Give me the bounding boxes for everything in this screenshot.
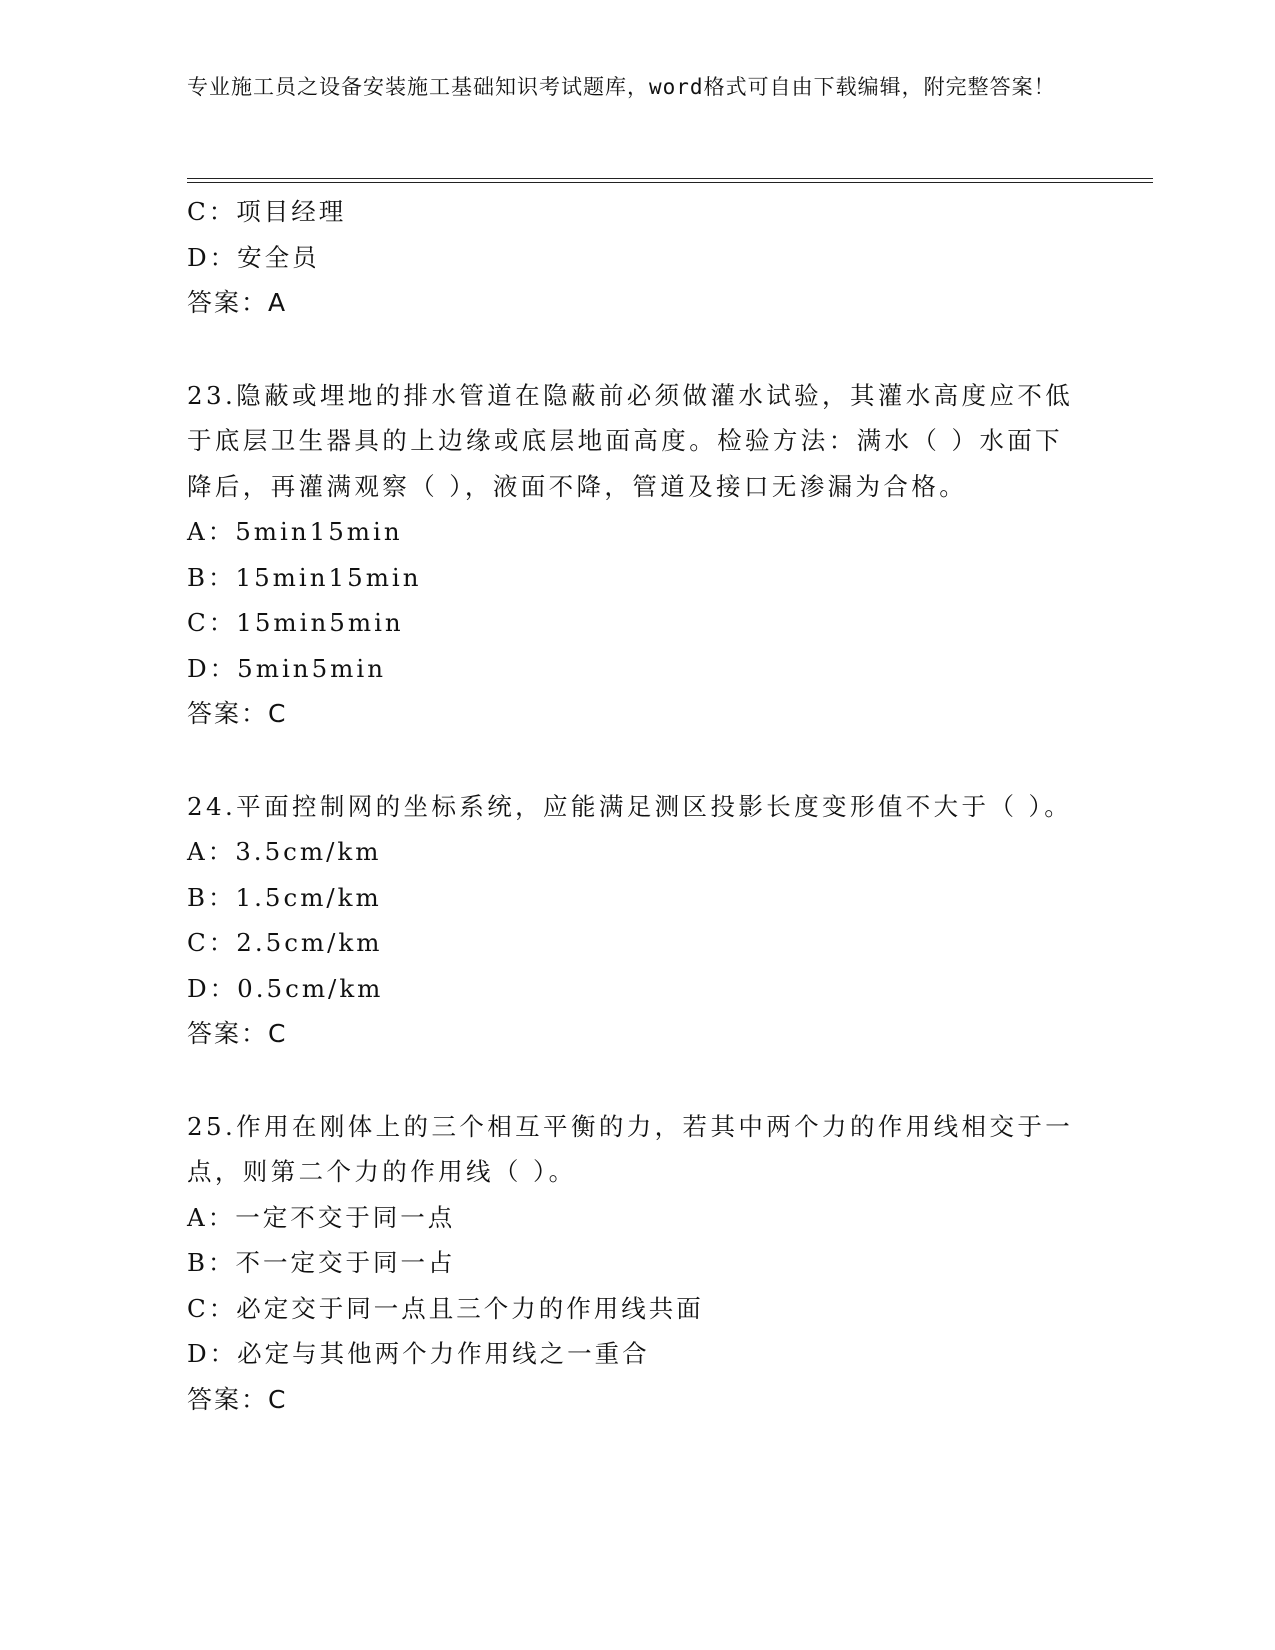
option-c: C：必定交于同一点且三个力的作用线共面 xyxy=(187,1293,704,1323)
option-c: C：15min5min xyxy=(187,608,404,637)
spacer xyxy=(187,737,1087,784)
option-a: A：3.5cm/km xyxy=(187,837,382,866)
option-d: D：5min5min xyxy=(187,653,387,683)
option-c: C：项目经理 xyxy=(187,197,347,226)
document-header: 专业施工员之设备安装施工基础知识考试题库，word格式可自由下载编辑，附完整答案！ xyxy=(187,75,1056,99)
option-b: B：不一定交于同一占 xyxy=(187,1248,456,1277)
option-c: C：2.5cm/km xyxy=(187,928,383,957)
previous-question-tail xyxy=(187,189,1087,326)
question-25 xyxy=(187,1104,1087,1423)
answer: 答案：C xyxy=(187,1384,288,1414)
option-a: A：一定不交于同一点 xyxy=(187,1202,456,1232)
answer: 答案：C xyxy=(187,1019,288,1048)
option-b: B：15min15min xyxy=(187,562,422,592)
spacer xyxy=(187,1057,1087,1104)
answer: 答案：C xyxy=(187,699,288,728)
question-24 xyxy=(187,784,1087,1057)
question-stem: 25.作用在刚体上的三个相互平衡的力，若其中两个力的作用线相交于一点，则第二个力的作用线（ ）。 xyxy=(187,1111,1074,1186)
option-d: D：必定与其他两个力作用线之一重合 xyxy=(187,1339,650,1368)
option-b: B：1.5cm/km xyxy=(187,882,382,912)
question-stem: 23.隐蔽或埋地的排水管道在隐蔽前必须做灌水试验，其灌水高度应不低于底层卫生器具的上边缘或底层地面高度。检验方法：满水（ ）水面下降后，再灌满观察（ ），液面不降，管道及接口无渗漏为合格。 xyxy=(187,380,1074,501)
option-d: D：安全员 xyxy=(187,242,320,272)
header-divider xyxy=(187,178,1153,183)
question-23 xyxy=(187,373,1087,737)
spacer xyxy=(187,326,1087,373)
question-stem: 24.平面控制网的坐标系统，应能满足测区投影长度变形值不大于（ ）。 xyxy=(187,791,1073,821)
answer: 答案：A xyxy=(187,288,288,317)
question-content xyxy=(187,189,1087,1422)
option-d: D：0.5cm/km xyxy=(187,973,384,1003)
option-a: A：5min15min xyxy=(187,517,403,546)
